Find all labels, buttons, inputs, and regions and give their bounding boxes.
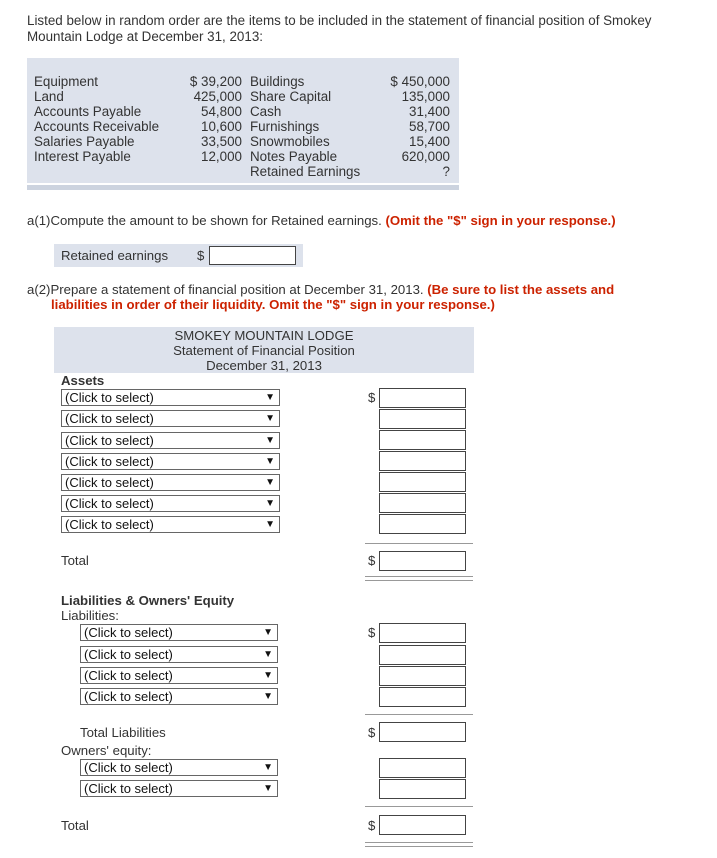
items-box-border [27, 185, 459, 190]
chevron-down-icon: ▼ [263, 627, 273, 638]
item-value: 58,700 [409, 119, 450, 134]
company-name: SMOKEY MOUNTAIN LODGE [174, 328, 354, 343]
item-value: 15,400 [409, 134, 450, 149]
chevron-down-icon: ▼ [263, 691, 273, 702]
asset-amount-input-1[interactable] [379, 388, 466, 408]
item-name: Snowmobiles [250, 134, 330, 149]
double-underline [365, 576, 473, 577]
select-value: (Click to select) [84, 781, 173, 796]
question-a1-text: a(1)Compute the amount to be shown for Retained earnings. [27, 213, 382, 228]
asset-select-7[interactable] [61, 516, 280, 533]
asset-amount-input-3[interactable] [379, 430, 466, 450]
select-value: (Click to select) [65, 454, 154, 469]
equity-amount-input-1[interactable] [379, 758, 466, 778]
item-name: Share Capital [250, 89, 332, 104]
final-total-dollar: $ [368, 818, 376, 833]
item-value: 12,000 [201, 149, 242, 164]
items-left-values [174, 74, 242, 164]
asset-amount-input-5[interactable] [379, 472, 466, 492]
owners-equity-label: Owners' equity: [61, 743, 152, 758]
asset-select-2[interactable] [61, 410, 280, 427]
liability-dollar: $ [368, 625, 376, 640]
liab-equity-heading: Liabilities & Owners' Equity [61, 593, 235, 608]
statement-date: December 31, 2013 [206, 358, 322, 373]
liability-select-4[interactable] [80, 688, 278, 705]
item-name: Land [34, 89, 64, 104]
liabilities-label: Liabilities: [61, 608, 119, 623]
final-total-input[interactable] [379, 815, 466, 835]
select-value: (Click to select) [84, 689, 173, 704]
assets-total-input[interactable] [379, 551, 466, 571]
asset-dollar: $ [368, 390, 376, 405]
retained-earnings-input[interactable] [209, 246, 296, 265]
equity-sum-line [365, 806, 473, 807]
statement-title: Statement of Financial Position [173, 343, 355, 358]
item-value: ? [442, 164, 450, 179]
question-a2-note-1: (Be sure to list the assets and [427, 282, 615, 297]
assets-heading: Assets [61, 373, 105, 388]
item-name: Retained Earnings [250, 164, 361, 179]
item-value: 135,000 [401, 89, 450, 104]
chevron-down-icon: ▼ [265, 456, 275, 467]
question-a1-note: (Omit the "$" sign in your response.) [385, 213, 616, 228]
chevron-down-icon: ▼ [265, 435, 275, 446]
select-value: (Click to select) [84, 625, 173, 640]
items-right-values [380, 74, 450, 179]
total-liabilities-input[interactable] [379, 722, 466, 742]
intro-text: Listed below in random order are the items to be included in the statement of financial position of Smokey Mountain Lodge at December 31, 2013: [27, 13, 652, 44]
asset-amount-input-2[interactable] [379, 409, 466, 429]
liability-select-1[interactable] [80, 624, 278, 641]
question-a1 [27, 213, 687, 228]
item-name: Buildings [250, 74, 305, 89]
item-value: $ 450,000 [390, 74, 450, 89]
question-a2-text: a(2)Prepare a statement of financial position at December 31, 2013. [27, 282, 424, 297]
select-value: (Click to select) [84, 668, 173, 683]
select-value: (Click to select) [65, 496, 154, 511]
asset-select-4[interactable] [61, 453, 280, 470]
asset-amount-input-7[interactable] [379, 514, 466, 534]
item-value: 31,400 [409, 104, 450, 119]
items-box [27, 58, 459, 183]
chevron-down-icon: ▼ [263, 670, 273, 681]
total-liabilities-dollar: $ [368, 725, 376, 740]
item-name: Equipment [34, 74, 99, 89]
asset-amount-input-4[interactable] [379, 451, 466, 471]
select-value: (Click to select) [65, 433, 154, 448]
select-value: (Click to select) [65, 517, 154, 532]
item-name: Interest Payable [34, 149, 131, 164]
final-total-label: Total [61, 818, 89, 833]
double-underline [365, 846, 473, 847]
equity-select-1[interactable] [80, 759, 278, 776]
chevron-down-icon: ▼ [263, 762, 273, 773]
item-value: 54,800 [201, 104, 242, 119]
item-value: 425,000 [193, 89, 242, 104]
asset-amount-input-6[interactable] [379, 493, 466, 513]
asset-select-6[interactable] [61, 495, 280, 512]
chevron-down-icon: ▼ [265, 392, 275, 403]
item-value: $ 39,200 [189, 74, 242, 89]
chevron-down-icon: ▼ [265, 498, 275, 509]
total-liabilities-label: Total Liabilities [80, 725, 166, 740]
chevron-down-icon: ▼ [265, 519, 275, 530]
item-name: Accounts Receivable [34, 119, 160, 134]
assets-total-dollar: $ [368, 553, 376, 568]
question-a2-note-2: liabilities in order of their liquidity. Omit the "$" sign in your response.) [51, 297, 495, 312]
double-underline [365, 580, 473, 581]
chevron-down-icon: ▼ [265, 477, 275, 488]
liability-amount-input-4[interactable] [379, 687, 466, 707]
item-name: Notes Payable [250, 149, 338, 164]
item-name: Salaries Payable [34, 134, 135, 149]
question-a2 [27, 282, 647, 312]
liability-select-2[interactable] [80, 646, 278, 663]
equity-amount-input-2[interactable] [379, 779, 466, 799]
select-value: (Click to select) [65, 411, 154, 426]
asset-select-5[interactable] [61, 474, 280, 491]
item-name: Cash [250, 104, 282, 119]
chevron-down-icon: ▼ [265, 413, 275, 424]
retained-earnings-label: Retained earnings [61, 248, 169, 263]
item-value: 33,500 [201, 134, 242, 149]
liability-amount-input-3[interactable] [379, 666, 466, 686]
chevron-down-icon: ▼ [263, 783, 273, 794]
items-left-names [34, 74, 174, 164]
double-underline [365, 842, 473, 843]
liability-select-3[interactable] [80, 667, 278, 684]
select-value: (Click to select) [65, 390, 154, 405]
equity-select-2[interactable] [80, 780, 278, 797]
item-name: Furnishings [250, 119, 320, 134]
retained-earnings-dollar: $ [197, 248, 205, 263]
asset-sum-line [365, 543, 473, 544]
select-value: (Click to select) [84, 760, 173, 775]
asset-select-3[interactable] [61, 432, 280, 449]
item-value: 10,600 [201, 119, 242, 134]
item-value: 620,000 [401, 149, 450, 164]
statement-header [54, 327, 474, 373]
assets-total-label: Total [61, 553, 89, 568]
chevron-down-icon: ▼ [263, 649, 273, 660]
select-value: (Click to select) [65, 475, 154, 490]
retained-earnings-row [54, 244, 303, 267]
liability-sum-line [365, 714, 473, 715]
items-right-names [250, 74, 380, 179]
asset-select-1[interactable] [61, 389, 280, 406]
item-name: Accounts Payable [34, 104, 142, 119]
liability-amount-input-2[interactable] [379, 645, 466, 665]
liability-amount-input-1[interactable] [379, 623, 466, 643]
select-value: (Click to select) [84, 647, 173, 662]
